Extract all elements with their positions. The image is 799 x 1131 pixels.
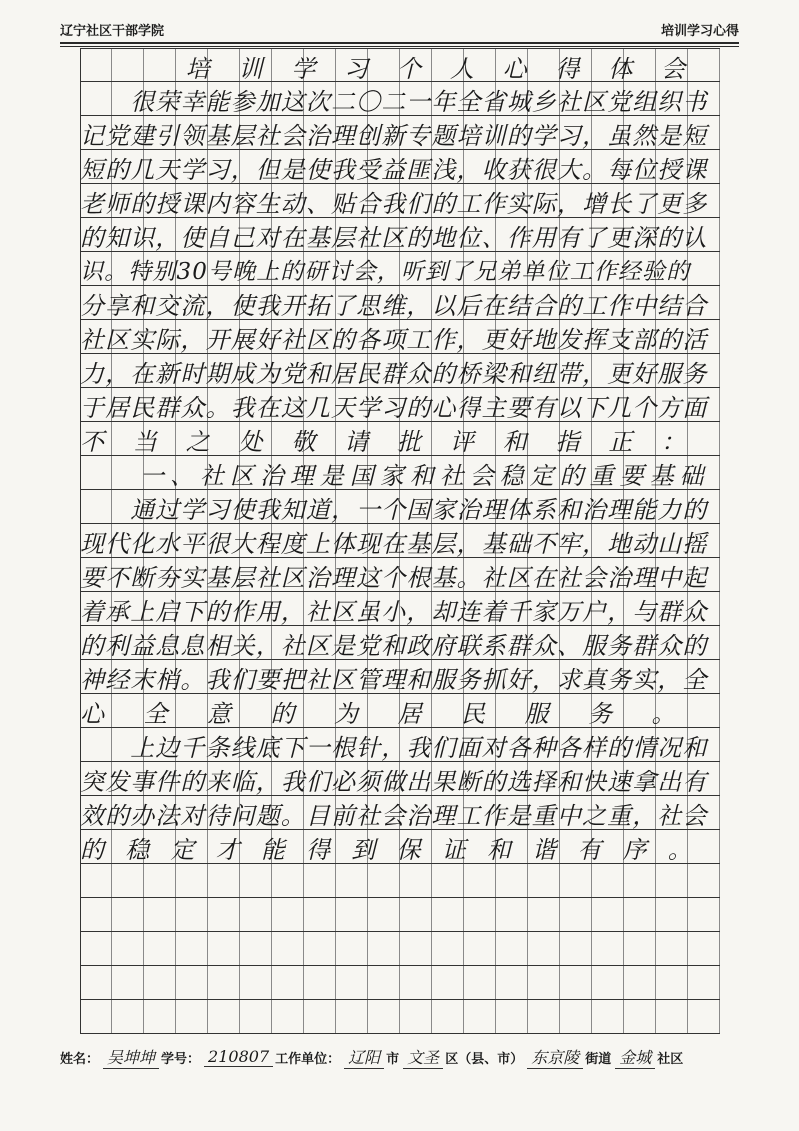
id-label: 学号： — [161, 1051, 201, 1067]
grid-line — [80, 184, 720, 218]
city-suffix: 市 — [386, 1051, 400, 1067]
handwritten-line: 的利益息息相关，社区是党和政府联系群众、服务群众的 — [80, 631, 708, 660]
writing-grid — [80, 48, 720, 1038]
signature-footer — [60, 1045, 740, 1069]
grid-line — [80, 728, 720, 762]
id-value: 210807 — [204, 1047, 273, 1067]
city-value: 辽阳 — [344, 1045, 384, 1069]
handwritten-line — [80, 898, 720, 932]
grid-line — [80, 660, 720, 694]
grid-line — [80, 592, 720, 626]
grid-line — [80, 422, 720, 456]
grid-line — [80, 1000, 720, 1034]
grid-line — [80, 150, 720, 184]
name-value: 吴坤坤 — [103, 1045, 159, 1069]
grid-line — [80, 388, 720, 422]
grid-line — [80, 864, 720, 898]
handwritten-line: 识。特别30号晚上的研讨会，听到了兄弟单位工作经验的 — [80, 258, 691, 285]
header-title: 培训学习心得 — [660, 24, 739, 39]
street-value: 东京陵 — [527, 1045, 583, 1069]
handwritten-line: 记党建引领基层社会治理创新专题培训的学习，虽然是短 — [80, 121, 708, 150]
handwritten-line: 老师的授课内容生动、贴合我们的工作实际，增长了更多 — [80, 189, 708, 218]
header-rule — [60, 42, 739, 44]
handwritten-line: 神经末梢。我们要把社区管理和服务抓好，求真务实，全 — [80, 665, 708, 694]
handwritten-line: 效的办法对待问题。目前社会治理工作是重中之重，社会 — [80, 801, 708, 830]
handwritten-line: 短的几天学习，但是使我受益匪浅，收获很大。每位授课 — [80, 155, 708, 184]
grid-line — [80, 694, 720, 728]
district-suffix: 区（县、市） — [445, 1051, 524, 1067]
handwritten-line: 于居民群众。我在这几天学习的心得主要有以下几个方面 — [80, 393, 708, 422]
handwritten-line: 着承上启下的作用，社区虽小，却连着千家万户，与群众 — [80, 597, 708, 626]
handwritten-line: 很荣幸能参加这次二〇二一年全省城乡社区党组织书 — [80, 87, 708, 116]
handwritten-line: 培训学习个人心得体会 — [80, 54, 714, 83]
grid-line — [80, 796, 720, 830]
grid-line — [80, 762, 720, 796]
handwritten-line — [80, 864, 720, 898]
handwritten-line: 力，在新时期成为党和居民群众的桥梁和纽带，更好服务 — [80, 359, 708, 388]
community-value: 金城 — [615, 1045, 655, 1069]
grid-line — [80, 456, 720, 490]
unit-label: 工作单位： — [275, 1051, 341, 1067]
name-label: 姓名： — [60, 1051, 100, 1067]
grid-line — [80, 898, 720, 932]
handwritten-line: 分享和交流，使我开拓了思维，以后在结合的工作中结合 — [80, 291, 708, 320]
grid-line — [80, 966, 720, 1000]
handwritten-line: 突发事件的来临，我们必须做出果断的选择和快速拿出有 — [80, 767, 708, 796]
handwritten-line: 一、社区治理是国家和社会稳定的重要基础 — [80, 461, 710, 490]
grid-line — [80, 218, 720, 252]
street-suffix: 街道 — [585, 1051, 612, 1067]
grid-line — [80, 252, 720, 286]
handwritten-line: 心全意的为居民服务。 — [80, 699, 715, 728]
grid-line — [80, 116, 720, 150]
page-header — [60, 20, 739, 40]
header-institution: 辽宁社区干部学院 — [60, 24, 165, 39]
handwritten-line: 现代化水平很大程度上体现在基层，基础不牢，地动山摇 — [80, 529, 708, 558]
header-rule-thin — [60, 46, 739, 47]
grid-line — [80, 48, 720, 82]
handwritten-line: 通过学习使我知道，一个国家治理体系和治理能力的 — [80, 495, 708, 524]
handwritten-line: 要不断夯实基层社区治理这个根基。社区在社会治理中起 — [80, 563, 708, 592]
grid-line — [80, 830, 720, 864]
grid-line — [80, 626, 720, 660]
handwritten-line — [80, 966, 720, 1000]
handwritten-line: 的稳定才能得到保证和谐有序。 — [80, 835, 713, 864]
district-value: 文圣 — [403, 1045, 443, 1069]
handwritten-line: 上边千条线底下一根针，我们面对各种各样的情况和 — [80, 733, 708, 762]
grid-line — [80, 490, 720, 524]
grid-line — [80, 524, 720, 558]
handwritten-line: 不当之处敬请批评和指正： — [80, 427, 714, 456]
grid-line — [80, 932, 720, 966]
grid-line — [80, 82, 720, 116]
handwritten-line: 的知识，使自己对在基层社区的地位、作用有了更深的认 — [80, 223, 708, 252]
grid-line — [80, 286, 720, 320]
grid-line — [80, 354, 720, 388]
grid-line — [80, 558, 720, 592]
handwritten-line: 社区实际，开展好社区的各项工作，更好地发挥支部的活 — [80, 325, 708, 354]
grid-line — [80, 320, 720, 354]
handwritten-line — [80, 1000, 720, 1034]
handwritten-line — [80, 932, 720, 966]
community-suffix: 社区 — [657, 1051, 684, 1067]
